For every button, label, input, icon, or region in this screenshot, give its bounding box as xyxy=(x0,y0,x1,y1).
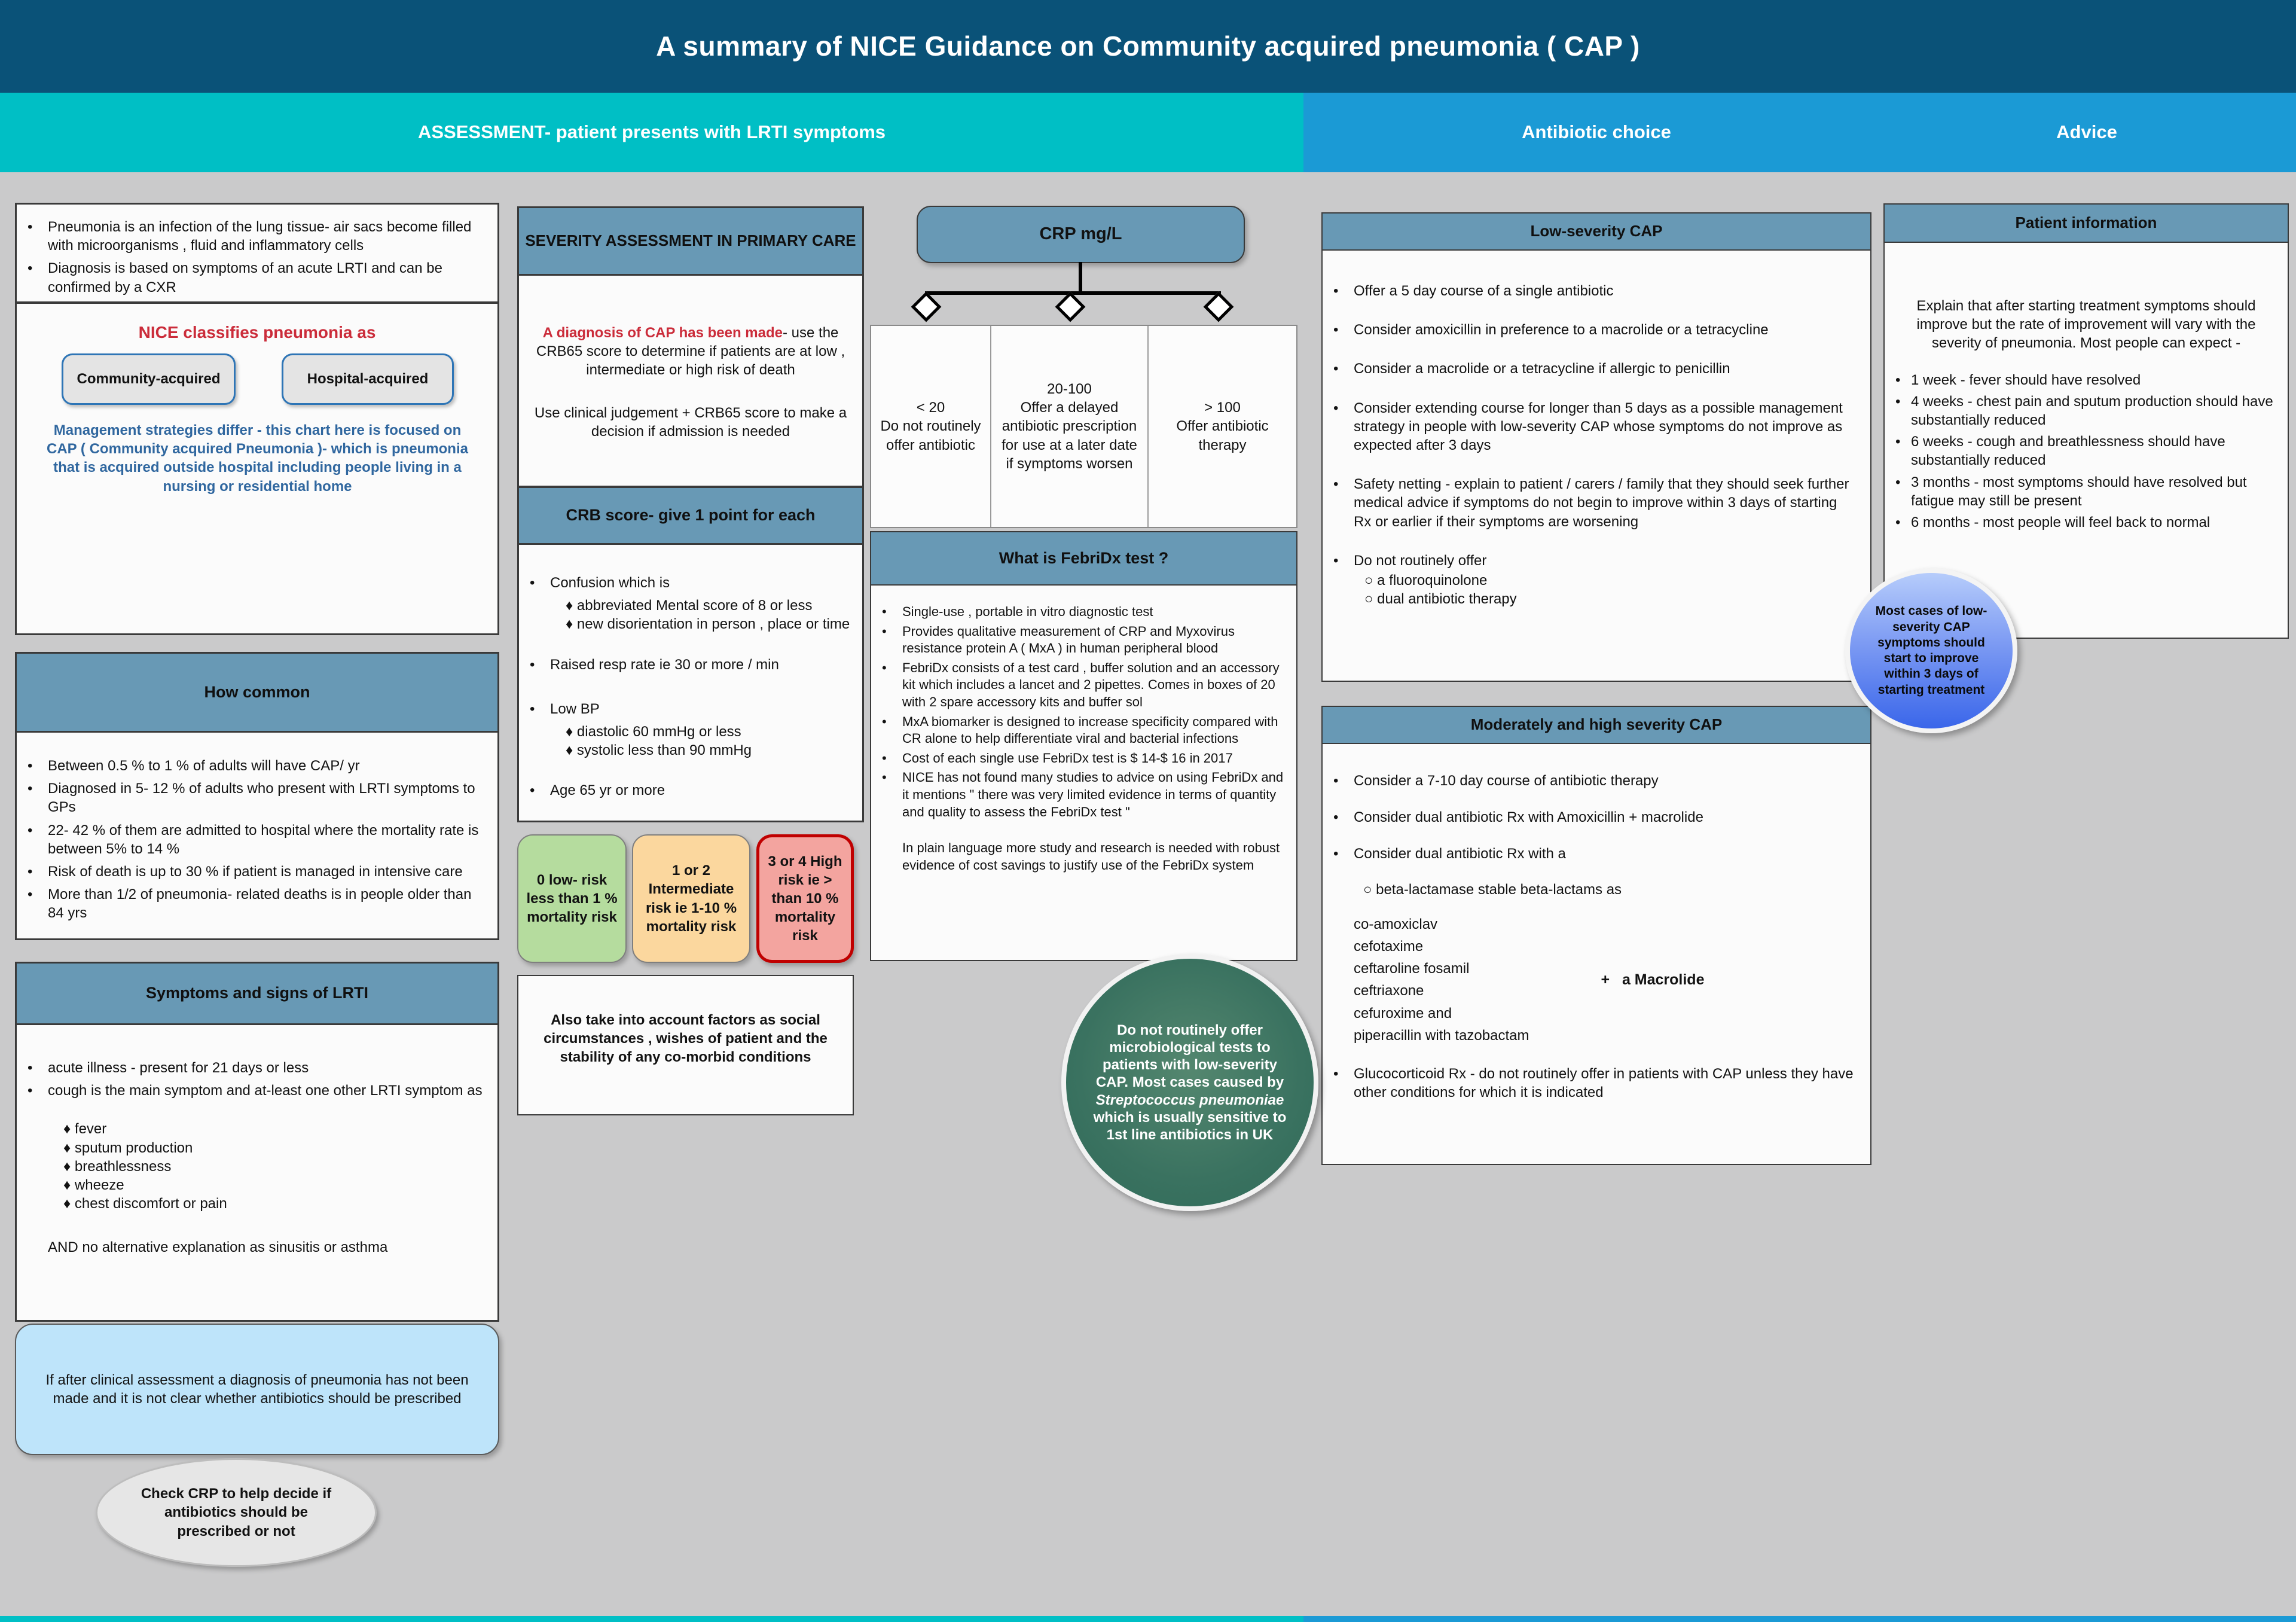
no-diagnosis-note-box xyxy=(15,1324,499,1455)
crp-action: Offer a delayed antibiotic prescription for use at a later date if symptoms worsen xyxy=(1002,400,1137,472)
moderate-bullet: • Consider dual antibiotic Rx with Amoxicillin + macrolide xyxy=(1323,808,1858,827)
definition-bullet: • Diagnosis is based on symptoms of an acute LRTI and can be confirmed by a CXR xyxy=(17,259,486,296)
low-severity-bullet: • Consider amoxicillin in preference to a macrolide or a tetracycline xyxy=(1323,321,1858,339)
crb-item: • Confusion which is xyxy=(519,574,856,592)
microbiology-text xyxy=(1092,1022,1287,1144)
crb-subitem: ♦ systolic less than 90 mmHg xyxy=(566,742,752,759)
febridx-bullet: • NICE has not found many studies to advice on using FebriDx and it mentions " there was very limited evidence in terms of quantity and quality to assess the FebriDx test " xyxy=(871,769,1287,821)
crp-range: < 20 xyxy=(916,400,945,416)
crp-connector-stem xyxy=(1079,262,1082,293)
bottom-strip-blue xyxy=(1303,1616,2296,1622)
community-acquired-box xyxy=(62,353,236,405)
crb-subitem: ♦ abbreviated Mental score of 8 or less xyxy=(566,597,813,614)
febridx-header: What is FebriDx test ? xyxy=(871,532,1296,586)
panel-nice-classification xyxy=(15,302,499,635)
definition-bullet: • Pneumonia is an infection of the lung tissue- air sacs become filled with microorganisms , fluid and inflammatory cells xyxy=(17,218,486,255)
no-diagnosis-note: If after clinical assessment a diagnosis of pneumonia has not been made and it is not clear whether antibiotics should be prescribed xyxy=(45,1371,469,1407)
branch-diamond-icon xyxy=(1055,292,1086,322)
also-factors-text: Also take into account factors as social circumstances , wishes of patient and the stability of any co-morbid conditions xyxy=(544,1012,828,1066)
risk-box-low xyxy=(517,834,627,963)
recovery-bullet: • 4 weeks - chest pain and sputum production should have substantially reduced xyxy=(1885,392,2282,429)
how-common-bullet: • Risk of death is up to 30 % if patient is managed in intensive care xyxy=(17,862,489,881)
febridx-bullet: • FebriDx consists of a test card , buffer solution and an accessory kit which includes a lancet and 2 pipettes. Comes in boxes of 20 with 2 spare accessory kits and buffer sol xyxy=(871,660,1287,711)
improvement-text: Most cases of low-severity CAP symptoms should start to improve within 3 days of starting treatment xyxy=(1875,604,1987,697)
recovery-bullet: • 1 week - fever should have resolved xyxy=(1885,371,2282,389)
crb-item: • Low BP xyxy=(519,700,856,718)
check-crp-ellipse xyxy=(96,1458,377,1567)
risk-low-text: 0 low- risk less than 1 % mortality risk xyxy=(526,871,618,926)
risk-box-intermediate xyxy=(632,834,750,963)
symptom-item: ♦ breathlessness xyxy=(63,1158,172,1175)
plus-sign: + xyxy=(1601,971,1610,989)
low-severity-bullet: • Consider extending course for longer than 5 days as a possible management strategy in people with low-severity CAP whose symptoms do not improve as expected after 3 days xyxy=(1323,399,1858,455)
crp-action: Offer antibiotic therapy xyxy=(1176,418,1269,453)
symptom-item: ♦ wheeze xyxy=(63,1176,124,1193)
drug-item: cefotaxime xyxy=(1354,938,1424,955)
febridx-note: In plain language more study and research is needed with robust evidence of cost savings to justify use of the FebriDx system xyxy=(902,840,1280,873)
beta-lactam-heading: ○ beta-lactamase stable beta-lactams as xyxy=(1363,881,1622,898)
macrolide-label: a Macrolide xyxy=(1622,971,1705,989)
crb-item: • Age 65 yr or more xyxy=(519,781,856,800)
symptoms-bullet: • acute illness - present for 21 days or less xyxy=(17,1059,489,1077)
febridx-bullet: • Provides qualitative measurement of CRP and Myxovirus resistance protein A ( MxA ) in human peripheral blood xyxy=(871,623,1287,657)
panel-low-severity-cap xyxy=(1321,212,1871,682)
febridx-bullet: • Single-use , portable in vitro diagnostic test xyxy=(871,603,1287,621)
microbiology-circle xyxy=(1061,954,1318,1211)
febridx-bullet: • Cost of each single use FebriDx test is $ 14-$ 16 in 2017 xyxy=(871,750,1287,767)
recovery-bullet: • 6 months - most people will feel back to normal xyxy=(1885,513,2282,532)
classification-heading: NICE classifies pneumonia as xyxy=(138,323,376,342)
risk-box-high xyxy=(756,834,854,963)
panel-how-common xyxy=(15,652,499,940)
improvement-circle xyxy=(1845,568,2017,733)
beta-lactam-drug-list xyxy=(1354,913,1529,1047)
crb65-instruction: - use the CRB65 score to determine if patients are at low , intermediate or high risk of death xyxy=(536,325,845,379)
low-severity-bullet: • Safety netting - explain to patient / carers / family that they should seek further medical advice if symptoms do not begin to improve within 3 days of starting Rx or earlier if their symptoms are worsening xyxy=(1323,475,1858,531)
panel-pneumonia-definition xyxy=(15,203,499,303)
low-severity-bullet: • Do not routinely offer xyxy=(1323,551,1858,570)
recovery-bullet: • 6 weeks - cough and breathlessness should have substantially reduced xyxy=(1885,432,2282,469)
crp-action: Do not routinely offer antibiotic xyxy=(880,418,981,453)
symptoms-footer: AND no alternative explanation as sinusitis or asthma xyxy=(48,1239,388,1256)
how-common-bullet: • 22- 42 % of them are admitted to hospital where the mortality rate is between 5% to 14 % xyxy=(17,821,489,858)
low-severity-bullet: • Offer a 5 day course of a single antibiotic xyxy=(1323,282,1858,300)
low-severity-subitem: ○ a fluoroquinolone xyxy=(1364,572,1488,589)
plus-macrolide xyxy=(1601,970,1704,990)
patient-info-header: Patient information xyxy=(1885,205,2288,243)
panel-severity-assessment xyxy=(517,206,864,487)
crb-subitem: ♦ new disorientation in person , place or time xyxy=(566,616,850,633)
febridx-bullet: • MxA biomarker is designed to increase specificity compared with CR alone to help differentiate viral and bacterial infections xyxy=(871,714,1287,748)
panel-moderate-high-cap xyxy=(1321,706,1871,1165)
how-common-bullet: • Diagnosed in 5- 12 % of adults who present with LRTI symptoms to GPs xyxy=(17,779,489,816)
panel-crb-score xyxy=(517,486,864,822)
clinical-judgement-note: Use clinical judgement + CRB65 score to make a decision if admission is needed xyxy=(534,404,847,440)
low-severity-subitem: ○ dual antibiotic therapy xyxy=(1364,591,1517,608)
moderate-bullet: • Consider a 7-10 day course of antibiotic therapy xyxy=(1323,772,1858,790)
crp-range: > 100 xyxy=(1204,400,1241,416)
drug-item: cefuroxime and xyxy=(1354,1005,1452,1022)
risk-high-text: 3 or 4 High risk ie > than 10 % mortality risk xyxy=(768,853,842,944)
beta-lactam-row xyxy=(1323,913,1870,1047)
symptom-item: ♦ chest discomfort or pain xyxy=(63,1196,227,1212)
branch-diamond-icon xyxy=(911,292,942,322)
low-severity-bullet: • Consider a macrolide or a tetracycline if allergic to penicillin xyxy=(1323,359,1858,378)
crp-outcomes-table xyxy=(870,325,1297,528)
bottom-strip-teal xyxy=(0,1616,1303,1622)
moderate-high-header: Moderately and high severity CAP xyxy=(1323,707,1870,744)
crb-subitem: ♦ diastolic 60 mmHg or less xyxy=(566,723,741,740)
microbiology-text-end: which is usually sensitive to 1st line antibiotics in UK xyxy=(1093,1109,1287,1144)
band-label-antibiotic-choice: Antibiotic choice xyxy=(1522,121,1671,143)
crp-outcome-low xyxy=(871,326,991,527)
title-band xyxy=(0,0,2296,93)
symptoms-bullet: • cough is the main symptom and at-least one other LRTI symptom as xyxy=(17,1081,489,1100)
branch-diamond-icon xyxy=(1204,292,1234,322)
crp-node xyxy=(917,206,1245,263)
hospital-acquired-box xyxy=(282,353,454,405)
how-common-bullet: • Between 0.5 % to 1 % of adults will have CAP/ yr xyxy=(17,757,489,775)
crp-range: 20-100 xyxy=(1047,381,1092,398)
drug-item: co-amoxiclav xyxy=(1354,916,1438,932)
band-assessment xyxy=(0,93,1303,172)
panel-febridx xyxy=(870,531,1297,961)
glucocorticoid-bullet: • Glucocorticoid Rx - do not routinely offer in patients with CAP unless they have other conditions for which it is indicated xyxy=(1323,1065,1858,1102)
page-title: A summary of NICE Guidance on Community acquired pneumonia ( CAP ) xyxy=(656,30,1640,62)
check-crp-text: Check CRP to help decide if antibiotics should be prescribed or not xyxy=(141,1486,332,1539)
drug-item: piperacillin with tazobactam xyxy=(1354,1027,1529,1044)
microbiology-text-start: Do not routinely offer microbiological tests to patients with low-severity CAP. Most cases caused by xyxy=(1095,1022,1284,1091)
community-acquired-label: Community-acquired xyxy=(77,371,221,388)
symptom-item: ♦ fever xyxy=(63,1121,107,1138)
patient-info-intro: Explain that after starting treatment symptoms should improve but the rate of improvement will vary with the severity of pneumonia. Most people can expect - xyxy=(1916,298,2256,352)
crb-item: • Raised resp rate ie 30 or more / min xyxy=(519,655,856,674)
recovery-bullet: • 3 months - most symptoms should have resolved but fatigue may still be present xyxy=(1885,473,2282,510)
crp-node-label: CRP mg/L xyxy=(1039,224,1122,244)
drug-item: ceftaroline fosamil xyxy=(1354,961,1470,977)
crp-outcome-high xyxy=(1149,326,1296,527)
band-label-advice: Advice xyxy=(2056,121,2117,143)
management-note: Management strategies differ - this chart here is focused on CAP ( Community acquired Pneumonia )- which is pneumonia that is acquired outside hospital including people living in a nursing or residential home xyxy=(47,422,468,495)
panel-also-factors xyxy=(517,975,854,1115)
how-common-bullet: • More than 1/2 of pneumonia- related deaths is in people older than 84 yrs xyxy=(17,885,489,922)
panel-symptoms-lrti xyxy=(15,962,499,1322)
symptom-item: ♦ sputum production xyxy=(63,1139,193,1156)
drug-item: ceftriaxone xyxy=(1354,983,1424,999)
organism-name: Streptococcus pneumoniae xyxy=(1095,1092,1284,1108)
crp-outcome-mid xyxy=(991,326,1149,527)
low-severity-header: Low-severity CAP xyxy=(1323,214,1870,251)
how-common-header: How common xyxy=(17,654,497,733)
risk-intermediate-text: 1 or 2 Intermediate risk ie 1-10 % mortality risk xyxy=(645,862,737,935)
moderate-bullet: • Consider dual antibiotic Rx with a xyxy=(1323,844,1858,863)
symptoms-header: Symptoms and signs of LRTI xyxy=(17,964,497,1025)
hospital-acquired-label: Hospital-acquired xyxy=(307,371,429,388)
cap-diagnosis-made: A diagnosis of CAP has been made xyxy=(542,325,783,341)
crb-header: CRB score- give 1 point for each xyxy=(519,488,862,545)
band-label-assessment: ASSESSMENT- patient presents with LRTI symptoms xyxy=(417,121,886,143)
severity-header: SEVERITY ASSESSMENT IN PRIMARY CARE xyxy=(519,208,862,276)
